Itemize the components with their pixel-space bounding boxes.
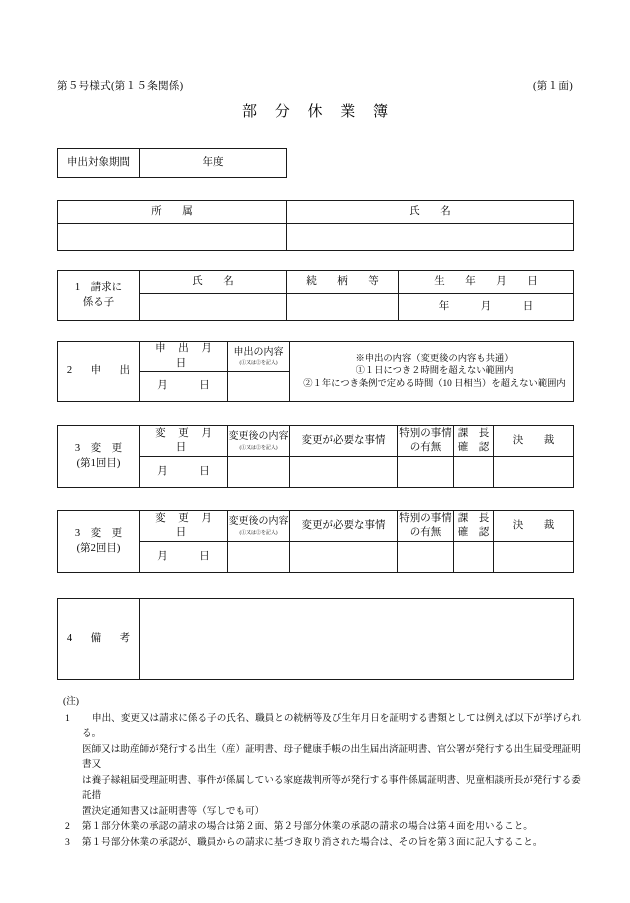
- form-number: 第５号様式(第１５条関係): [57, 81, 184, 92]
- instruction-line-3: ②１年につき条例で定める時間（10 日相当）を超えない範囲内: [303, 378, 566, 389]
- change-2-chief-value[interactable]: [454, 542, 494, 573]
- change-1-special-header-line1: 特別の事情: [399, 427, 452, 439]
- notes-block: [63, 694, 583, 850]
- table-header-row: [58, 201, 574, 224]
- change-1-approval-value[interactable]: [494, 457, 574, 488]
- application-instructions: [290, 342, 574, 402]
- list-item: [63, 819, 583, 835]
- application-content-header-text: 申出の内容: [233, 346, 284, 358]
- change-2-approval-value[interactable]: [494, 542, 574, 573]
- child-relation-value[interactable]: [287, 294, 399, 321]
- application-content-header: [228, 342, 290, 372]
- change-1-chief-value[interactable]: [454, 457, 494, 488]
- child-birthdate-value[interactable]: 年 月 日: [399, 294, 574, 321]
- child-name-value[interactable]: [140, 294, 287, 321]
- change-2-reason-header: 変更が必要な事情: [290, 511, 398, 542]
- change-section-1-label-line1: 3 変 更: [74, 443, 123, 455]
- name-header: 氏 名: [287, 201, 574, 224]
- note-3-line-1: 第１号部分休業の承認が、職員からの請求に基づき取り消された場合は、その旨を第３面に記入すること。: [82, 836, 543, 848]
- child-relation-header: 続 柄 等: [287, 271, 399, 294]
- application-date-value[interactable]: 月 日: [140, 372, 228, 402]
- note-1-line-3: は養子縁組届受理証明書、事件が係属している家庭裁判所等が発行する事件係属証明書、児童相談所長が発行する委託措: [82, 774, 581, 802]
- application-period-table: [57, 148, 287, 178]
- page-face-label: (第１面): [533, 81, 573, 92]
- change-section-1-label: [58, 426, 140, 488]
- note-2-line-1: 第１部分休業の承認の請求の場合は第２面、第２号部分休業の承認の請求の場合は第４面を用いること。: [82, 821, 533, 833]
- list-item: [63, 835, 583, 851]
- affiliation-header: 所 属: [58, 201, 287, 224]
- table-header-row: [58, 511, 574, 542]
- remarks-value[interactable]: [140, 599, 574, 680]
- note-text: [82, 835, 583, 851]
- change-section-2-label: [58, 511, 140, 573]
- change-2-special-header-line1: 特別の事情: [399, 512, 452, 524]
- table-header-row: [58, 426, 574, 457]
- change-2-chief-header-line2: 確 認: [457, 527, 490, 538]
- change-2-content-header-note: (①又は②を記入): [239, 529, 278, 536]
- change-1-chief-header-line1: 課 長: [457, 427, 490, 439]
- change-section-2-label-line1: 3 変 更: [74, 528, 123, 540]
- note-text: [82, 819, 583, 835]
- change-1-date-header: 変 更 月 日: [140, 426, 228, 457]
- change-1-chief-header-line2: 確 認: [457, 442, 490, 453]
- note-1-line-4: 置決定通知書又は証明書等（写しでも可）: [82, 805, 265, 817]
- application-section-label: 2 申 出: [58, 342, 140, 402]
- change-1-special-header-line2: の有無: [409, 442, 442, 453]
- change-2-special-value[interactable]: [398, 542, 454, 573]
- application-content-header-note: (①又は②を記入): [239, 360, 278, 366]
- application-content-value[interactable]: [228, 372, 290, 402]
- note-1-line-1: 申出、変更又は請求に係る子の氏名、職員との続柄等及び生年月日を証明する書類としては例えば以下が挙げられる。: [82, 712, 582, 740]
- change-1-special-value[interactable]: [398, 457, 454, 488]
- change-2-date-header: 変 更 月 日: [140, 511, 228, 542]
- affiliation-name-table: [57, 200, 574, 251]
- change-2-special-header-line2: の有無: [409, 527, 442, 538]
- note-text: [82, 711, 583, 820]
- change-2-approval-header: 決 裁: [494, 511, 574, 542]
- note-number: 3: [65, 836, 70, 848]
- child-section-label-line2: 係る子: [82, 296, 115, 308]
- note-number: 1: [65, 712, 70, 724]
- change-1-content-header-text: 変更後の内容: [228, 431, 289, 443]
- note-1-line-2: 医師又は助産師が発行する出生（産）証明書、母子健康手帳の出生届出済証明書、官公署が発行する出生届受理証明書又: [82, 743, 581, 771]
- change-2-content-header-text: 変更後の内容: [228, 516, 289, 528]
- table-row: [58, 599, 574, 680]
- change-1-approval-header: 決 裁: [494, 426, 574, 457]
- page-title: 部 分 休 業 簿: [241, 104, 395, 120]
- change-1-content-value[interactable]: [228, 457, 290, 488]
- change-1-reason-value[interactable]: [290, 457, 398, 488]
- change-1-date-value[interactable]: 月 日: [140, 457, 228, 488]
- child-section-label-line1: 1 請求に: [74, 282, 123, 294]
- change-2-chief-header: [454, 511, 494, 542]
- change-2-reason-value[interactable]: [290, 542, 398, 573]
- change-2-special-header: [398, 511, 454, 542]
- document-header: [57, 78, 573, 93]
- affiliation-value[interactable]: [58, 224, 287, 251]
- change-section-1-label-line2: (第1回目): [76, 457, 121, 469]
- child-name-header: 氏 名: [140, 271, 287, 294]
- table-row: [58, 149, 287, 178]
- change-2-chief-header-line1: 課 長: [457, 512, 490, 524]
- change-2-content-value[interactable]: [228, 542, 290, 573]
- child-birthdate-header: 生 年 月 日: [399, 271, 574, 294]
- notes-title: (注): [63, 696, 79, 707]
- application-section-table: [57, 341, 574, 402]
- change-section-1-table: [57, 425, 574, 488]
- list-item: [63, 711, 583, 820]
- change-1-content-header-note: (①又は②を記入): [239, 444, 278, 451]
- change-1-content-header: [228, 426, 290, 457]
- remarks-label: 4 備 考: [58, 599, 140, 680]
- change-1-reason-header: 変更が必要な事情: [290, 426, 398, 457]
- application-date-header: 申 出 月 日: [140, 342, 228, 372]
- change-1-chief-header: [454, 426, 494, 457]
- name-value[interactable]: [287, 224, 574, 251]
- note-number: 2: [65, 821, 70, 833]
- child-section-table: [57, 270, 574, 321]
- table-row: [58, 224, 574, 251]
- instruction-line-1: ※申出の内容（変更後の内容も共通）: [355, 353, 514, 364]
- table-header-row: [58, 342, 574, 372]
- table-header-row: [58, 271, 574, 294]
- instruction-line-2: ①１日につき２時間を超えない範囲内: [355, 366, 514, 377]
- change-section-2-table: [57, 510, 574, 573]
- application-period-label: 申出対象期間: [58, 149, 140, 178]
- change-2-date-value[interactable]: 月 日: [140, 542, 228, 573]
- application-period-value[interactable]: 年度: [140, 149, 287, 178]
- child-section-label: [58, 271, 140, 321]
- remarks-section-table: [57, 598, 574, 680]
- change-2-content-header: [228, 511, 290, 542]
- change-1-special-header: [398, 426, 454, 457]
- change-section-2-label-line2: (第2回目): [76, 542, 121, 554]
